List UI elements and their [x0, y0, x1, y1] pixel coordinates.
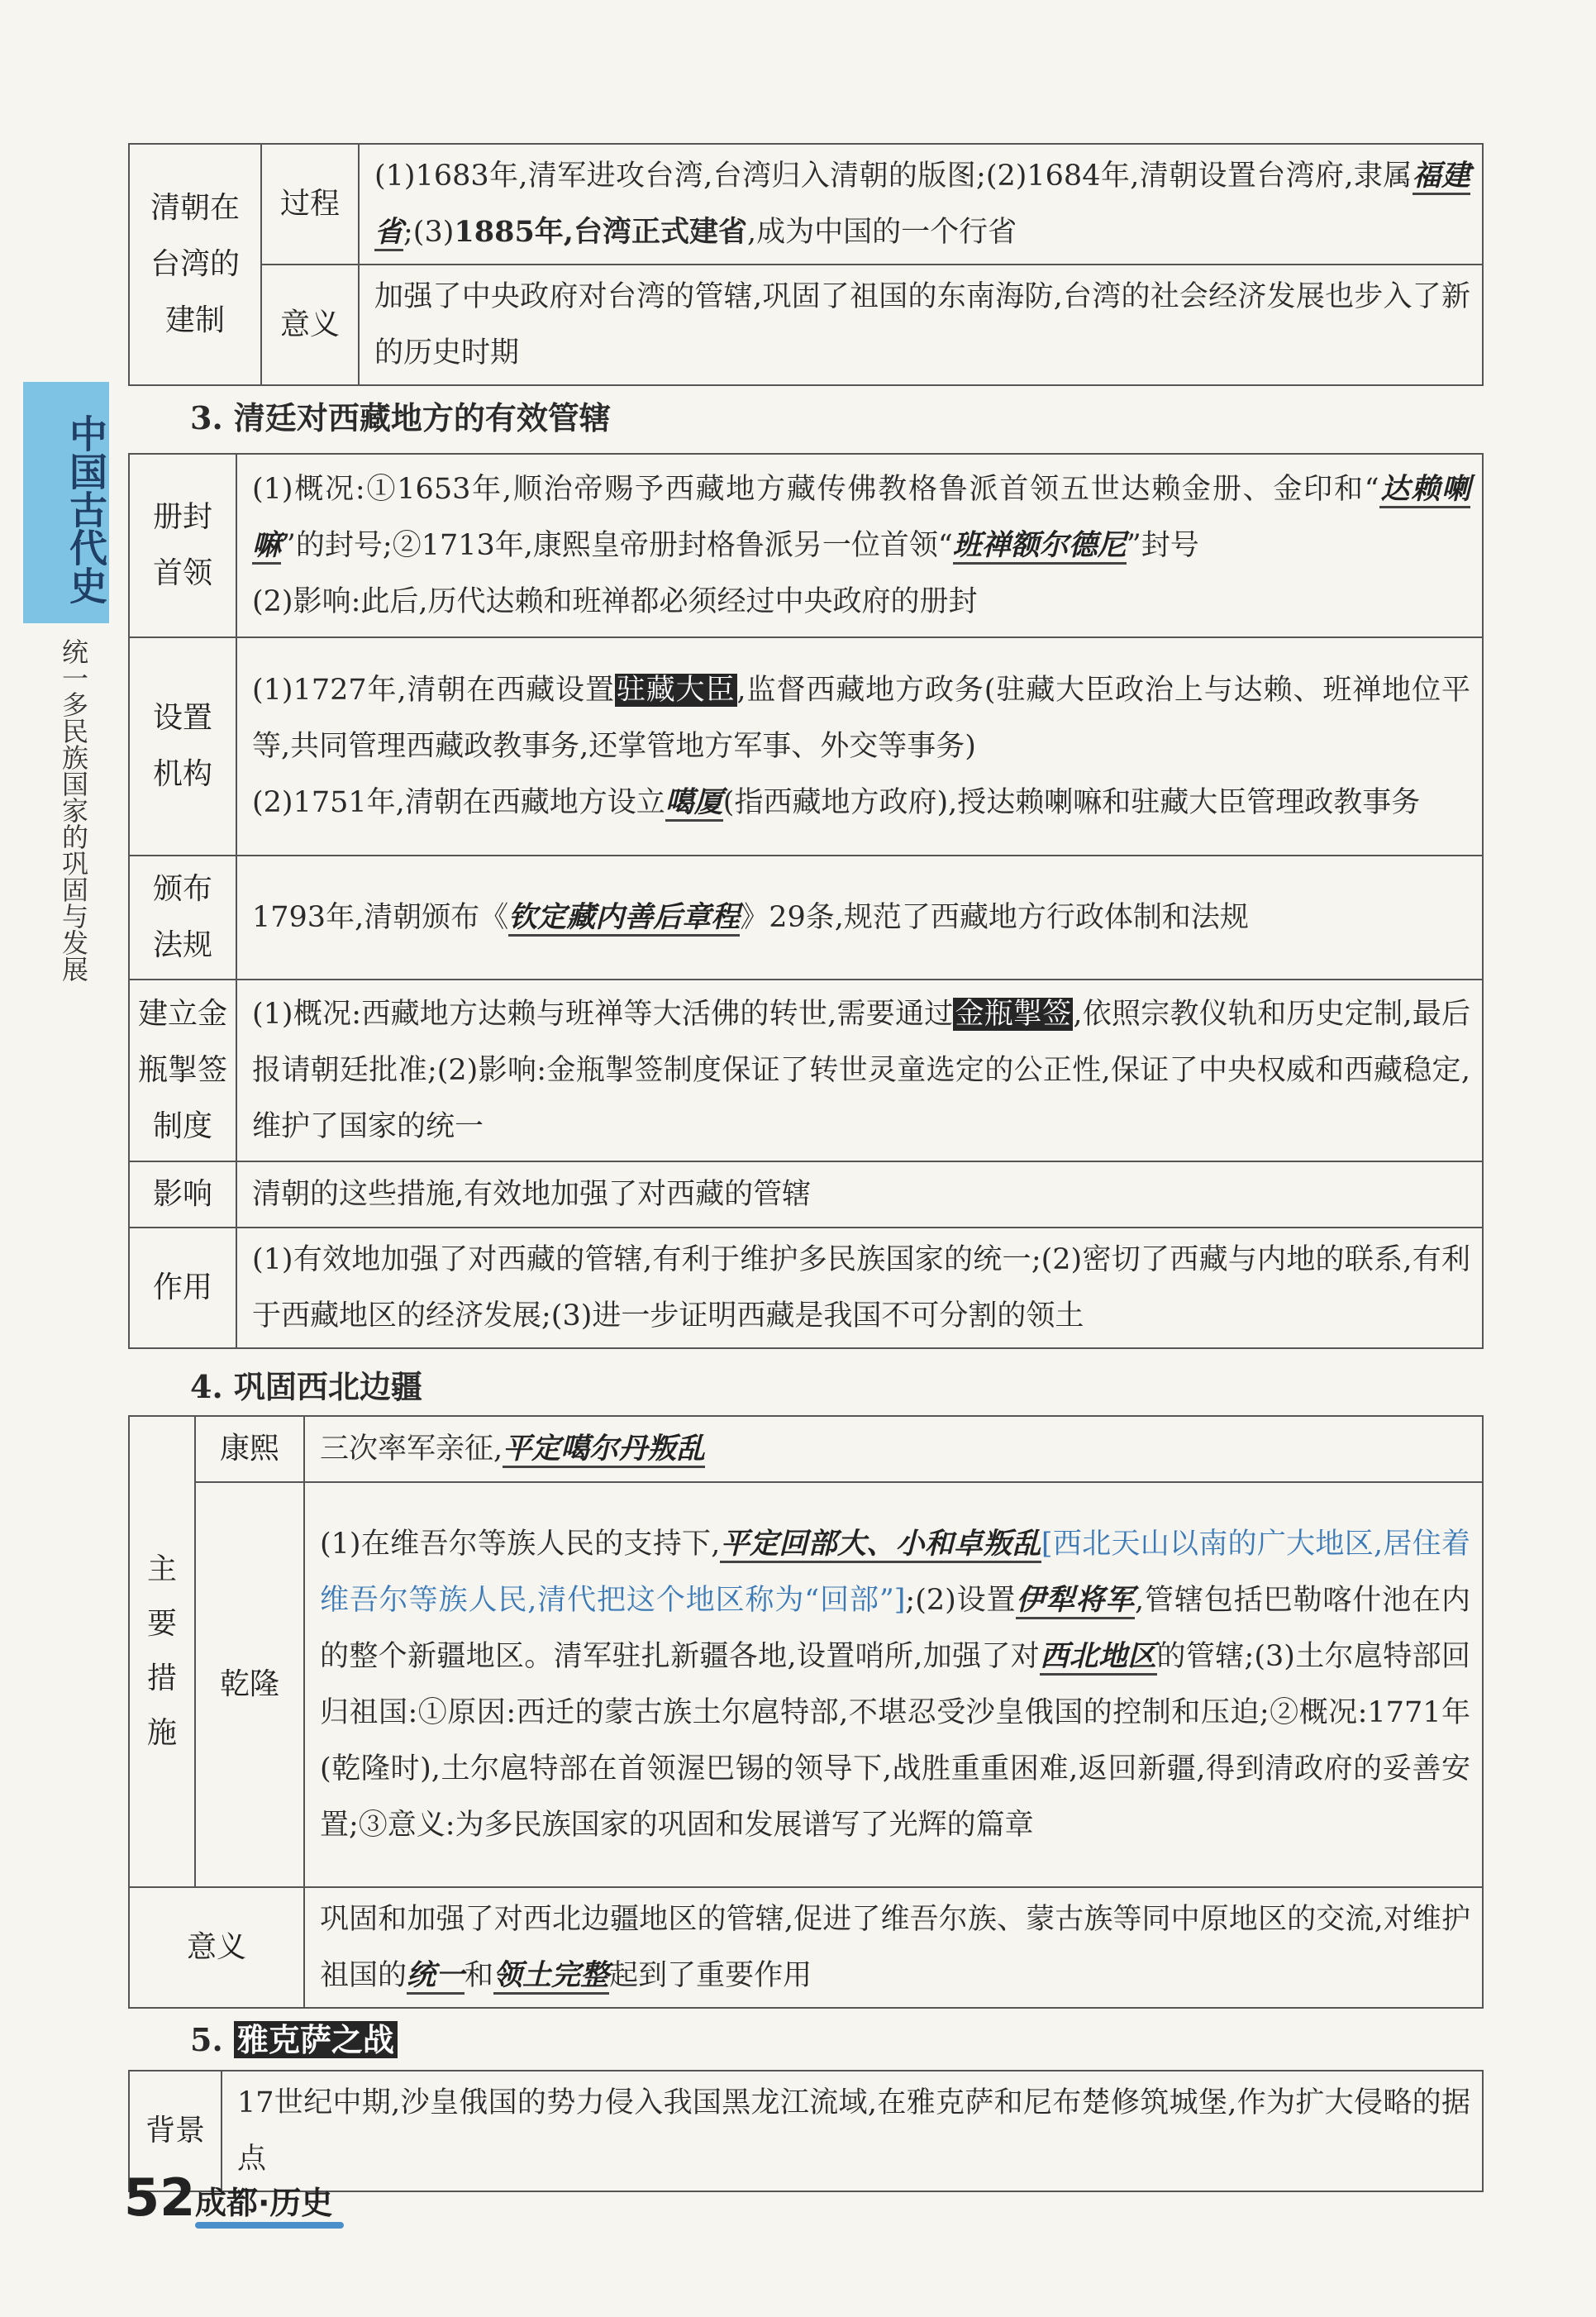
zuoyong-content: (1)有效地加强了对西藏的管辖,有利于维护多民族国家的统一;(2)密切了西藏与内地的联系,有利于西藏地区的经济发展;(3)进一步证明西藏是我国不可分割的领土: [236, 1228, 1483, 1348]
taiwan-meaning-label: 意义: [261, 265, 359, 385]
chapter-subtitle: 统一多民族国家的巩固与发展: [58, 638, 89, 982]
cefeng-label: 册封首领: [129, 454, 236, 637]
taiwan-process-content: (1)1683年,清军进攻台湾,台湾归入清朝的版图;(2)1684年,清朝设置台湾府,隶属福建省;(3)1885年,台湾正式建省,成为中国的一个行省: [359, 144, 1483, 265]
jinping-label: 建立金瓶掣签制度: [129, 980, 236, 1161]
footer-accent-bar: [195, 2222, 344, 2229]
kangxi-label: 康熙: [195, 1416, 304, 1482]
jinping-content: (1)概况:西藏地方达赖与班禅等大活佛的转世,需要通过金瓶掣签,依照宗教仪轨和历史定制,最后报请朝廷批准;(2)影响:金瓶掣签制度保证了转世灵童选定的公正性,保证了中央权威和西藏稳定,维护了国家的统一: [236, 980, 1483, 1161]
main-measures-label: 主要措施: [129, 1416, 195, 1887]
northwest-table: [128, 1415, 1484, 2009]
qianlong-content: (1)在维吾尔等族人民的支持下,平定回部大、小和卓叛乱[西北天山以南的广大地区,居住着维吾尔等族人民,清代把这个地区称为“回部”];(2)设置伊犁将军,管辖包括巴勒喀什池在内的整个新疆地区。清军驻扎新疆各地,设置哨所,加强了对西北地区的管辖;(3)土尔扈特部回归祖国:①原因:西迁的蒙古族土尔扈特部,不堪忍受沙皇俄国的控制和压迫;②概况:1771年(乾隆时),土尔扈特部在首领渥巴锡的领导下,战胜重重困难,返回新疆,得到清政府的妥善安置;③意义:为多民族国家的巩固和发展谱写了光辉的篇章: [304, 1482, 1483, 1887]
chapter-tab: 中国古代史: [23, 382, 109, 623]
taiwan-group-label: 清朝在台湾的建制: [129, 144, 261, 385]
background-content: 17世纪中期,沙皇俄国的势力侵入我国黑龙江流域,在雅克萨和尼布楚修筑城堡,作为扩大侵略的据点: [222, 2071, 1483, 2191]
jigou-content: (1)1727年,清朝在西藏设置驻藏大臣,监督西藏地方政务(驻藏大臣政治上与达赖、班禅地位平等,共同管理西藏政教事务,还掌管地方军事、外交等事务) (2)1751年,清朝在西藏地方设立噶厦(指西藏地方政府),授达赖喇嘛和驻藏大臣管理政教事务: [236, 637, 1483, 856]
section4-title: 4. 巩固西北边疆: [190, 1368, 422, 1405]
yingxiang-label: 影响: [129, 1161, 236, 1228]
banbu-label: 颁布法规: [129, 856, 236, 980]
page-footer: [124, 2167, 405, 2234]
cefeng-content: (1)概况:①1653年,顺治帝赐予西藏地方藏传佛教格鲁派首领五世达赖金册、金印和“达赖喇嘛”的封号;②1713年,康熙皇帝册封格鲁派另一位首领“班禅额尔德尼”封号 (2)影响:此后,历代达赖和班禅都必须经过中央政府的册封: [236, 454, 1483, 637]
qianlong-label: 乾隆: [195, 1482, 304, 1887]
taiwan-process-label: 过程: [261, 144, 359, 265]
zuoyong-label: 作用: [129, 1228, 236, 1348]
yingxiang-content: 清朝的这些措施,有效地加强了对西藏的管辖: [236, 1161, 1483, 1228]
northwest-meaning-content: 巩固和加强了对西北边疆地区的管辖,促进了维吾尔族、蒙古族等同中原地区的交流,对维护祖国的统一和领土完整起到了重要作用: [304, 1887, 1483, 2008]
banbu-content: 1793年,清朝颁布《钦定藏内善后章程》29条,规范了西藏地方行政体制和法规: [236, 856, 1483, 980]
jigou-label: 设置机构: [129, 637, 236, 856]
northwest-meaning-label: 意义: [129, 1887, 304, 2008]
kangxi-content: 三次率军亲征,平定噶尔丹叛乱: [304, 1416, 1483, 1482]
book-name: 成都·历史: [195, 2185, 333, 2221]
page-number: 52: [124, 2167, 196, 2228]
taiwan-meaning-content: 加强了中央政府对台湾的管辖,巩固了祖国的东南海防,台湾的社会经济发展也步入了新的历史时期: [359, 265, 1483, 385]
tibet-table: [128, 453, 1484, 1349]
section5-title: 5. 雅克萨之战: [190, 2014, 398, 2060]
section3-title: 3. 清廷对西藏地方的有效管辖: [190, 399, 611, 436]
taiwan-table: [128, 143, 1484, 386]
background-label: 背景: [129, 2071, 222, 2191]
